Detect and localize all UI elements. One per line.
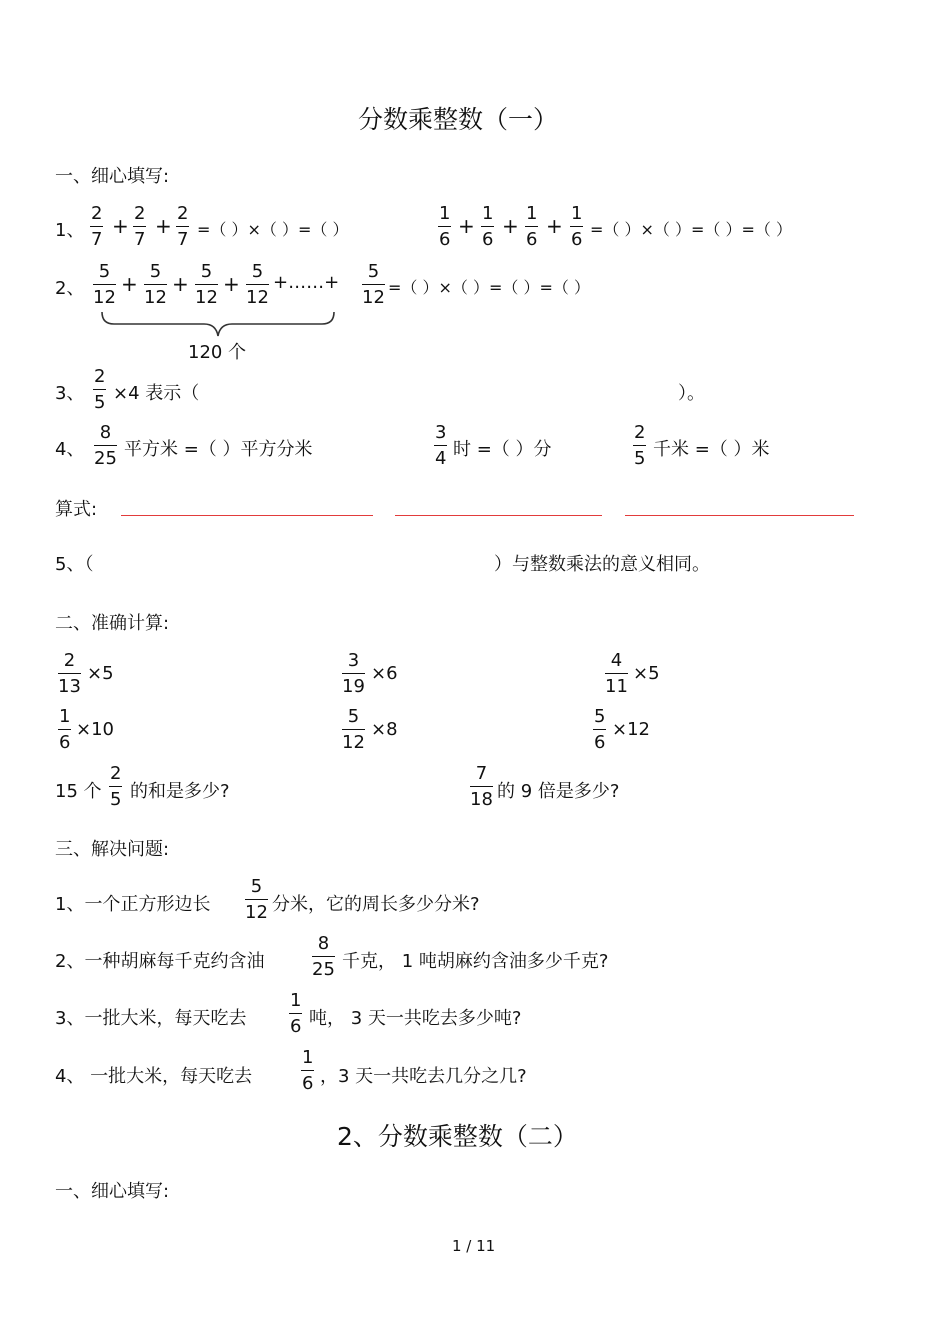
fraction: $\frac{2}{7}$	[134, 203, 146, 250]
word-problem-prefix: 15 个	[55, 781, 102, 802]
question-5-end: ）与整数乘法的意义相同。	[494, 554, 710, 575]
question-number: 4、	[55, 439, 85, 460]
section-heading: 一、细心填写:	[55, 166, 170, 187]
fraction: $\frac{5}{12}$	[144, 261, 167, 308]
brace-label: 120 个	[188, 342, 247, 363]
plus-sign: +	[458, 214, 475, 238]
word-problem-text: 的 9 倍是多少?	[497, 781, 620, 802]
problem-text: 吨， 3 天一共吃去多少吨?	[309, 1008, 522, 1029]
fraction: $\frac{5}{12}$	[245, 876, 268, 923]
question-5-start: 5、（	[55, 554, 94, 575]
problem-text: ，3 天一共吃去几分之几?	[320, 1066, 527, 1087]
fraction: $\frac{1}{6}$	[59, 706, 71, 753]
plus-sign: +	[155, 214, 172, 238]
section-heading: 二、准确计算:	[55, 613, 170, 634]
ellipsis: +……+	[273, 272, 340, 293]
calc-operator: ×8	[371, 719, 398, 740]
question-number: 3、	[55, 383, 85, 404]
calc-operator: ×12	[612, 719, 650, 740]
fraction: $\frac{2}{13}$	[58, 650, 81, 697]
fraction: $\frac{1}{6}$	[302, 1047, 314, 1094]
fraction: $\frac{1}{6}$	[482, 203, 494, 250]
fraction: $\frac{4}{11}$	[605, 650, 628, 697]
problem-text: 3、一批大米，每天吃去	[55, 1008, 247, 1029]
fraction: $\frac{3}{4}$	[435, 422, 447, 469]
question-number: 2、	[55, 278, 85, 299]
answer-line[interactable]	[395, 515, 602, 516]
fraction: $\frac{1}{6}$	[290, 990, 302, 1037]
problem-text: 千克， 1 吨胡麻约含油多少千克?	[342, 951, 609, 972]
fraction: $\frac{2}{5}$	[110, 763, 122, 810]
fraction: $\frac{5}{6}$	[594, 706, 606, 753]
question-text: ×4 表示（	[113, 383, 200, 404]
brace-icon	[100, 310, 336, 340]
answer-line[interactable]	[625, 515, 854, 516]
plus-sign: +	[112, 214, 129, 238]
answer-blanks[interactable]: =（ ）×（ ）=（ ）	[197, 220, 349, 239]
answer-line[interactable]	[121, 515, 373, 516]
calc-operator: ×6	[371, 663, 398, 684]
question-text[interactable]: 平方米 =（ ）平方分米	[124, 439, 313, 460]
section-heading: 三、解决问题:	[55, 839, 170, 860]
plus-sign: +	[546, 214, 563, 238]
question-number: 1、	[55, 220, 85, 241]
problem-text: 4、 一批大米，每天吃去	[55, 1066, 253, 1087]
page-number: 1 / 11	[452, 1237, 496, 1255]
question-text[interactable]: 时 =（ ）分	[453, 439, 552, 460]
problem-text: 2、一种胡麻每千克约含油	[55, 951, 265, 972]
fraction: $\frac{5}{12}$	[362, 261, 385, 308]
fraction: $\frac{5}{12}$	[342, 706, 365, 753]
calc-operator: ×10	[76, 719, 114, 740]
fraction: $\frac{2}{7}$	[177, 203, 189, 250]
fraction: $\frac{2}{5}$	[634, 422, 646, 469]
fraction: $\frac{7}{18}$	[470, 763, 493, 810]
fraction: $\frac{5}{12}$	[93, 261, 116, 308]
problem-text: 分米，它的周长多少分米?	[272, 894, 480, 915]
fraction: $\frac{5}{12}$	[246, 261, 269, 308]
question-text-end: ）。	[678, 383, 705, 404]
answer-blanks[interactable]: =（ ）×（ ）=（ ）=（ ）	[590, 220, 792, 239]
question-text[interactable]: 千米 =（ ）米	[653, 439, 770, 460]
problem-text: 1、一个正方形边长	[55, 894, 211, 915]
plus-sign: +	[172, 272, 189, 296]
fraction: $\frac{2}{7}$	[91, 203, 103, 250]
formula-label: 算式:	[55, 499, 98, 520]
section-title: 2、分数乘整数（二）	[337, 1122, 578, 1151]
calc-operator: ×5	[633, 663, 660, 684]
plus-sign: +	[223, 272, 240, 296]
fraction: $\frac{5}{12}$	[195, 261, 218, 308]
fraction: $\frac{8}{25}$	[94, 422, 117, 469]
fraction: $\frac{8}{25}$	[312, 933, 335, 980]
fraction: $\frac{2}{5}$	[94, 366, 106, 413]
plus-sign: +	[121, 272, 138, 296]
plus-sign: +	[502, 214, 519, 238]
word-problem-text: 的和是多少?	[130, 781, 230, 802]
fraction: $\frac{1}{6}$	[439, 203, 451, 250]
calc-operator: ×5	[87, 663, 114, 684]
fraction: $\frac{3}{19}$	[342, 650, 365, 697]
section-heading: 一、细心填写:	[55, 1181, 170, 1202]
page-title: 分数乘整数（一）	[358, 105, 559, 134]
answer-blanks[interactable]: =（ ）×（ ）=（ ）=（ ）	[388, 278, 590, 297]
fraction: $\frac{1}{6}$	[526, 203, 538, 250]
fraction: $\frac{1}{6}$	[571, 203, 583, 250]
